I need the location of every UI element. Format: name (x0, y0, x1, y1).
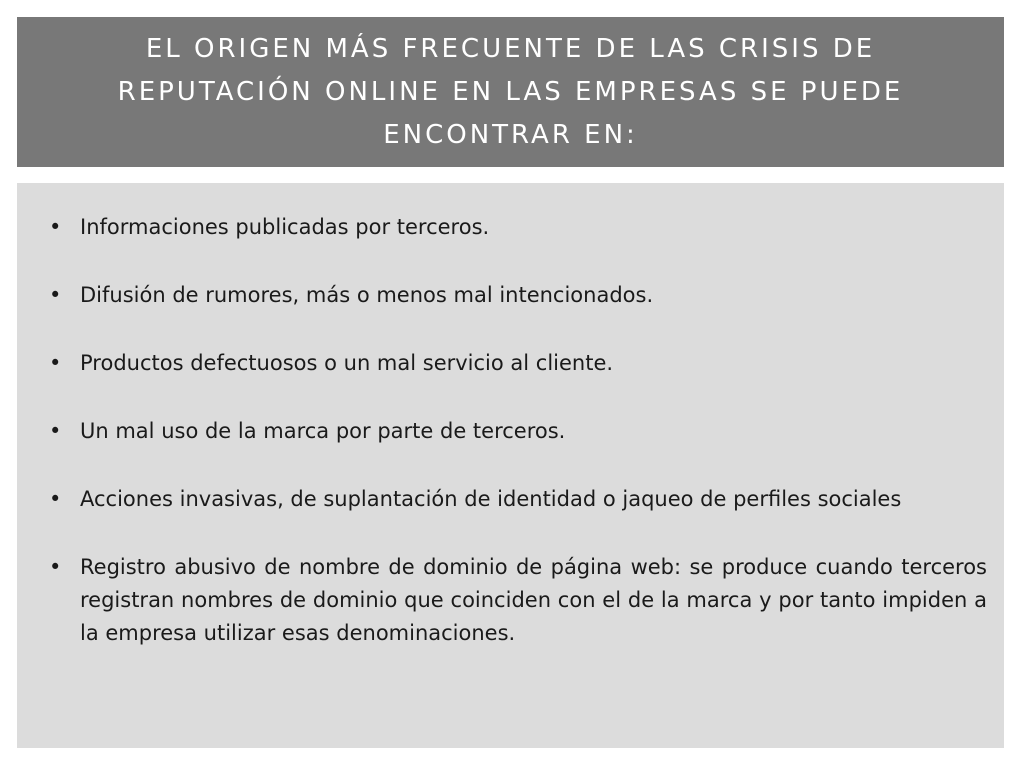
list-item-text: Difusión de rumores, más o menos mal intencionados. (80, 283, 654, 307)
bullet-icon: • (49, 215, 62, 239)
bullet-icon: • (49, 555, 62, 579)
bullet-icon: • (49, 283, 62, 307)
list-item-text: Acciones invasivas, de suplantación de identidad o jaqueo de perfiles sociales (80, 487, 902, 511)
list-item (47, 279, 987, 312)
content-box (17, 183, 1004, 748)
list-item-text: Un mal uso de la marca por parte de terceros. (80, 419, 566, 443)
list-item (47, 551, 987, 650)
bullet-list (47, 211, 987, 650)
slide-title: EL ORIGEN MÁS FRECUENTE DE LAS CRISIS DE REPUTACIÓN ONLINE EN LAS EMPRESAS SE PUEDE ENCONTRAR EN: (117, 33, 904, 150)
bullet-icon: • (49, 487, 62, 511)
bullet-icon: • (49, 351, 62, 375)
list-item (47, 211, 987, 244)
list-item (47, 483, 987, 516)
list-item-text: Registro abusivo de nombre de dominio de página web: se produce cuando terceros registran nombres de dominio que coinciden con el de la marca y por tanto impiden a la empresa utilizar esas denominaciones. (80, 555, 987, 645)
list-item-text: Productos defectuosos o un mal servicio al cliente. (80, 351, 614, 375)
list-item-text: Informaciones publicadas por terceros. (80, 215, 490, 239)
list-item (47, 347, 987, 380)
bullet-icon: • (49, 419, 62, 443)
list-item (47, 415, 987, 448)
title-bar (17, 17, 1004, 167)
